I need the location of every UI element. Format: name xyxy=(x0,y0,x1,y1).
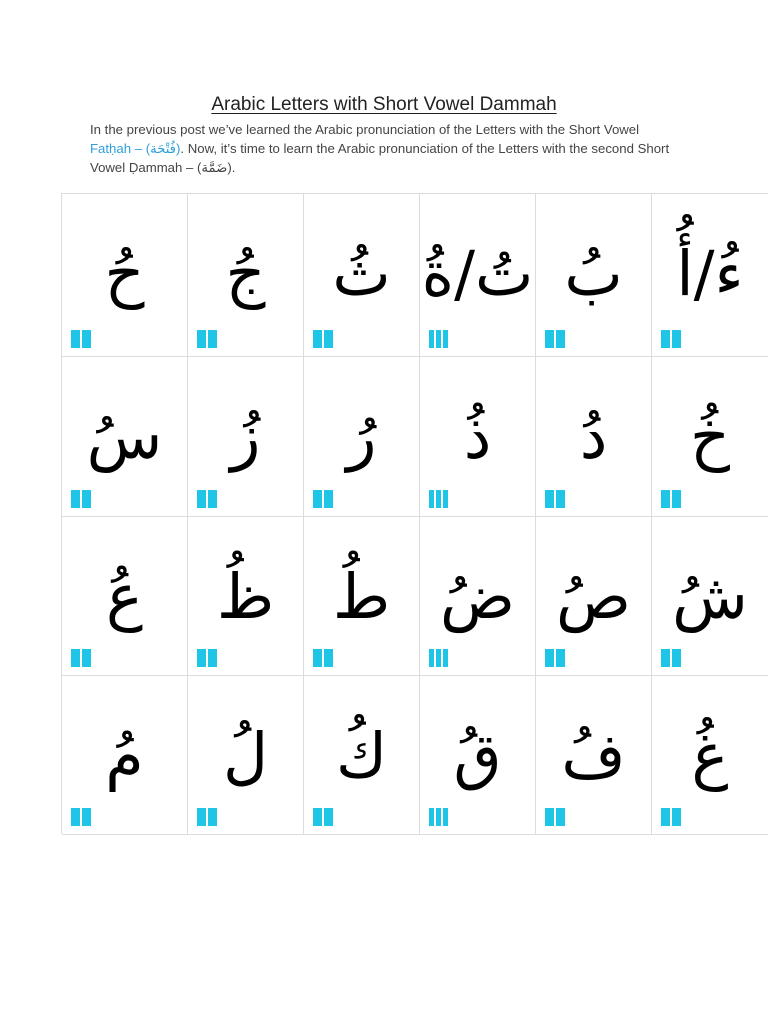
letter-cell xyxy=(304,517,420,676)
letter-cell xyxy=(304,194,420,357)
arabic-letter: ف xyxy=(561,719,626,792)
audio-icon[interactable] xyxy=(429,649,448,667)
intro-paragraph xyxy=(90,120,680,177)
arabic-letter: ظ xyxy=(216,560,275,633)
letter-cell xyxy=(420,517,536,676)
audio-icon[interactable] xyxy=(197,649,217,667)
letter-cell xyxy=(62,517,188,676)
arabic-letter: ز xyxy=(230,400,261,473)
audio-icon[interactable] xyxy=(545,808,565,826)
letter-cell xyxy=(536,676,652,835)
arabic-letter: ط xyxy=(332,560,391,633)
page-title: Arabic Letters with Short Vowel Dammah xyxy=(211,94,557,115)
arabic-letter: خ xyxy=(689,400,731,473)
arabic-letter: ت/ة xyxy=(421,237,534,310)
letter-cell xyxy=(420,676,536,835)
audio-icon[interactable] xyxy=(313,330,333,348)
letter-cell xyxy=(304,676,420,835)
arabic-letter: ج xyxy=(225,237,266,310)
arabic-letter: س xyxy=(86,400,163,473)
letter-cell xyxy=(652,357,768,517)
letter-cell xyxy=(188,517,304,676)
audio-icon[interactable] xyxy=(429,490,448,508)
letter-cell xyxy=(652,194,768,357)
letter-cell xyxy=(536,517,652,676)
audio-icon[interactable] xyxy=(429,808,448,826)
letter-cell xyxy=(188,194,304,357)
letter-cell xyxy=(652,517,768,676)
audio-icon[interactable] xyxy=(313,649,333,667)
audio-icon[interactable] xyxy=(429,330,448,348)
audio-icon[interactable] xyxy=(661,490,681,508)
letter-cell xyxy=(652,676,768,835)
arabic-letter: غ xyxy=(691,719,729,792)
letter-cell xyxy=(304,357,420,517)
arabic-letter: ح xyxy=(104,237,145,310)
arabic-letter: ك xyxy=(335,719,388,792)
arabic-letter: ع xyxy=(106,560,143,633)
arabic-letter: ء/أ xyxy=(676,237,744,310)
audio-icon[interactable] xyxy=(313,808,333,826)
arabic-letter: ش xyxy=(672,560,748,633)
arabic-letter: ر xyxy=(346,400,377,473)
arabic-letter: م xyxy=(105,719,144,792)
arabic-letter: ل xyxy=(222,719,269,792)
audio-icon[interactable] xyxy=(661,649,681,667)
letter-cell xyxy=(536,357,652,517)
arabic-letter: ق xyxy=(453,719,502,792)
arabic-letter: ض xyxy=(440,560,515,633)
arabic-letter: ث xyxy=(332,237,391,310)
arabic-letter: ص xyxy=(556,560,631,633)
arabic-letter: ذ xyxy=(463,400,492,473)
letter-cell xyxy=(536,194,652,357)
audio-icon[interactable] xyxy=(313,490,333,508)
letter-cell xyxy=(62,194,188,357)
audio-icon[interactable] xyxy=(545,649,565,667)
letter-cell xyxy=(420,194,536,357)
fathah-link[interactable]: Fatḥah – (فُتْحَة) xyxy=(90,141,181,156)
intro-text-part1: In the previous post we’ve learned the Arabic pronunciation of the Letters with the Short Vowel xyxy=(90,122,640,137)
arabic-letter: ب xyxy=(564,237,623,310)
audio-icon[interactable] xyxy=(661,808,681,826)
letter-cell xyxy=(420,357,536,517)
arabic-letter: د xyxy=(579,400,608,473)
audio-icon[interactable] xyxy=(197,490,217,508)
letter-cell xyxy=(188,357,304,517)
audio-icon[interactable] xyxy=(71,330,91,348)
audio-icon[interactable] xyxy=(197,330,217,348)
intro-text-part2: . Now, it’s time to learn the Arabic pronunciation of the Letters with the second Short Vowel Ḍammah – (ضَمَّة). xyxy=(90,141,670,175)
audio-icon[interactable] xyxy=(71,808,91,826)
letter-cell xyxy=(188,676,304,835)
audio-icon[interactable] xyxy=(71,649,91,667)
audio-icon[interactable] xyxy=(661,330,681,348)
letter-cell xyxy=(62,676,188,835)
letter-cell xyxy=(62,357,188,517)
audio-icon[interactable] xyxy=(197,808,217,826)
audio-icon[interactable] xyxy=(71,490,91,508)
audio-icon[interactable] xyxy=(545,490,565,508)
letters-grid xyxy=(61,193,768,834)
audio-icon[interactable] xyxy=(545,330,565,348)
